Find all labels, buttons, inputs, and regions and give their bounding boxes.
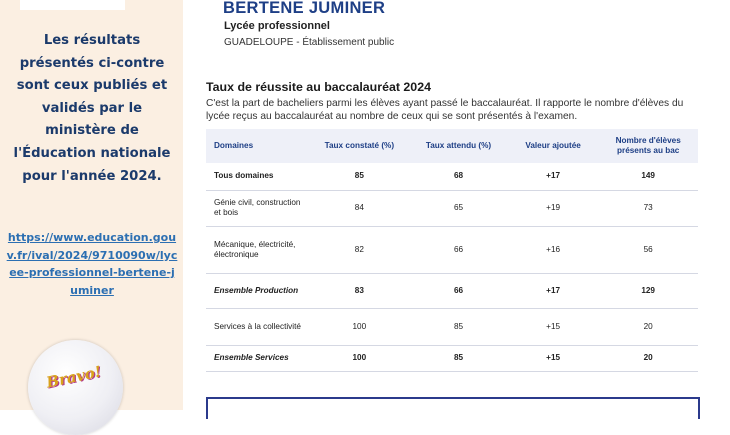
- row-taux-attendu: 68: [409, 163, 508, 190]
- row-domain: Ensemble Production: [206, 273, 310, 308]
- row-valeur-ajoutee: +15: [508, 308, 598, 345]
- bravo-badge-text: Bravo!: [44, 362, 103, 392]
- row-taux-constate: 82: [310, 226, 410, 273]
- row-domain: Ensemble Services: [206, 345, 310, 371]
- row-taux-attendu: 66: [409, 273, 508, 308]
- row-domain: Services à la collectivité: [206, 308, 310, 345]
- row-taux-attendu: 65: [409, 190, 508, 226]
- table-row: [206, 163, 698, 190]
- school-location: GUADELOUPE - Établissement public: [224, 37, 395, 48]
- row-nombre-eleves: 73: [598, 190, 698, 226]
- main-panel: [183, 0, 730, 410]
- header-nombre-eleves: Nombre d'élèves présents au bac: [598, 129, 698, 163]
- row-taux-constate: 85: [310, 163, 410, 190]
- row-taux-constate: 100: [310, 308, 410, 345]
- header-domaines: Domaines: [206, 129, 310, 163]
- results-table: [206, 129, 698, 372]
- row-valeur-ajoutee: +16: [508, 226, 598, 273]
- row-taux-attendu: 66: [409, 226, 508, 273]
- sidebar-panel: [0, 0, 183, 410]
- results-note: Les résultats présentés ci-contre sont ceux publiés et validés par le ministère de l'Éducation nationale pour l'année 2024.: [13, 33, 171, 184]
- logo-placeholder: [20, 0, 125, 10]
- row-taux-constate: 83: [310, 273, 410, 308]
- header-valeur-ajoutee: Valeur ajoutée: [508, 129, 598, 163]
- table-row: [206, 190, 698, 226]
- row-nombre-eleves: 20: [598, 308, 698, 345]
- school-type: Lycée professionnel: [224, 20, 330, 32]
- header-taux-attendu: Taux attendu (%): [409, 129, 508, 163]
- source-link[interactable]: https://www.education.gouv.fr/ival/2024/9710090w/lycee-professionnel-bertene-juminer: [6, 231, 178, 297]
- row-domain: Génie civil, construction et bois: [206, 190, 310, 226]
- row-valeur-ajoutee: +19: [508, 190, 598, 226]
- row-domain: Mécanique, électricité, électronique: [206, 226, 310, 273]
- row-valeur-ajoutee: +17: [508, 273, 598, 308]
- row-taux-attendu: 85: [409, 345, 508, 371]
- row-nombre-eleves: 149: [598, 163, 698, 190]
- table-row: [206, 308, 698, 345]
- table-row: [206, 273, 698, 308]
- row-nombre-eleves: 20: [598, 345, 698, 371]
- row-domain: Tous domaines: [206, 163, 310, 190]
- row-taux-attendu: 85: [409, 308, 508, 345]
- next-section-box: [206, 397, 700, 419]
- school-name: BERTENE JUMINER: [223, 0, 386, 17]
- table-row: [206, 226, 698, 273]
- header-taux-constate: Taux constaté (%): [310, 129, 410, 163]
- row-taux-constate: 84: [310, 190, 410, 226]
- row-valeur-ajoutee: +15: [508, 345, 598, 371]
- section-description: C'est la part de bacheliers parmi les élèves ayant passé le baccalauréat. Il rapporte le nombre d'élèves du lycée reçus au baccalauréat au nombre de ceux qui se sont présentés à l'examen.: [206, 98, 684, 122]
- section-title: Taux de réussite au baccalauréat 2024: [206, 80, 431, 94]
- table-row: [206, 345, 698, 371]
- row-nombre-eleves: 129: [598, 273, 698, 308]
- bravo-badge-icon: [28, 340, 123, 435]
- table-header-row: [206, 129, 698, 163]
- row-nombre-eleves: 56: [598, 226, 698, 273]
- row-valeur-ajoutee: +17: [508, 163, 598, 190]
- row-taux-constate: 100: [310, 345, 410, 371]
